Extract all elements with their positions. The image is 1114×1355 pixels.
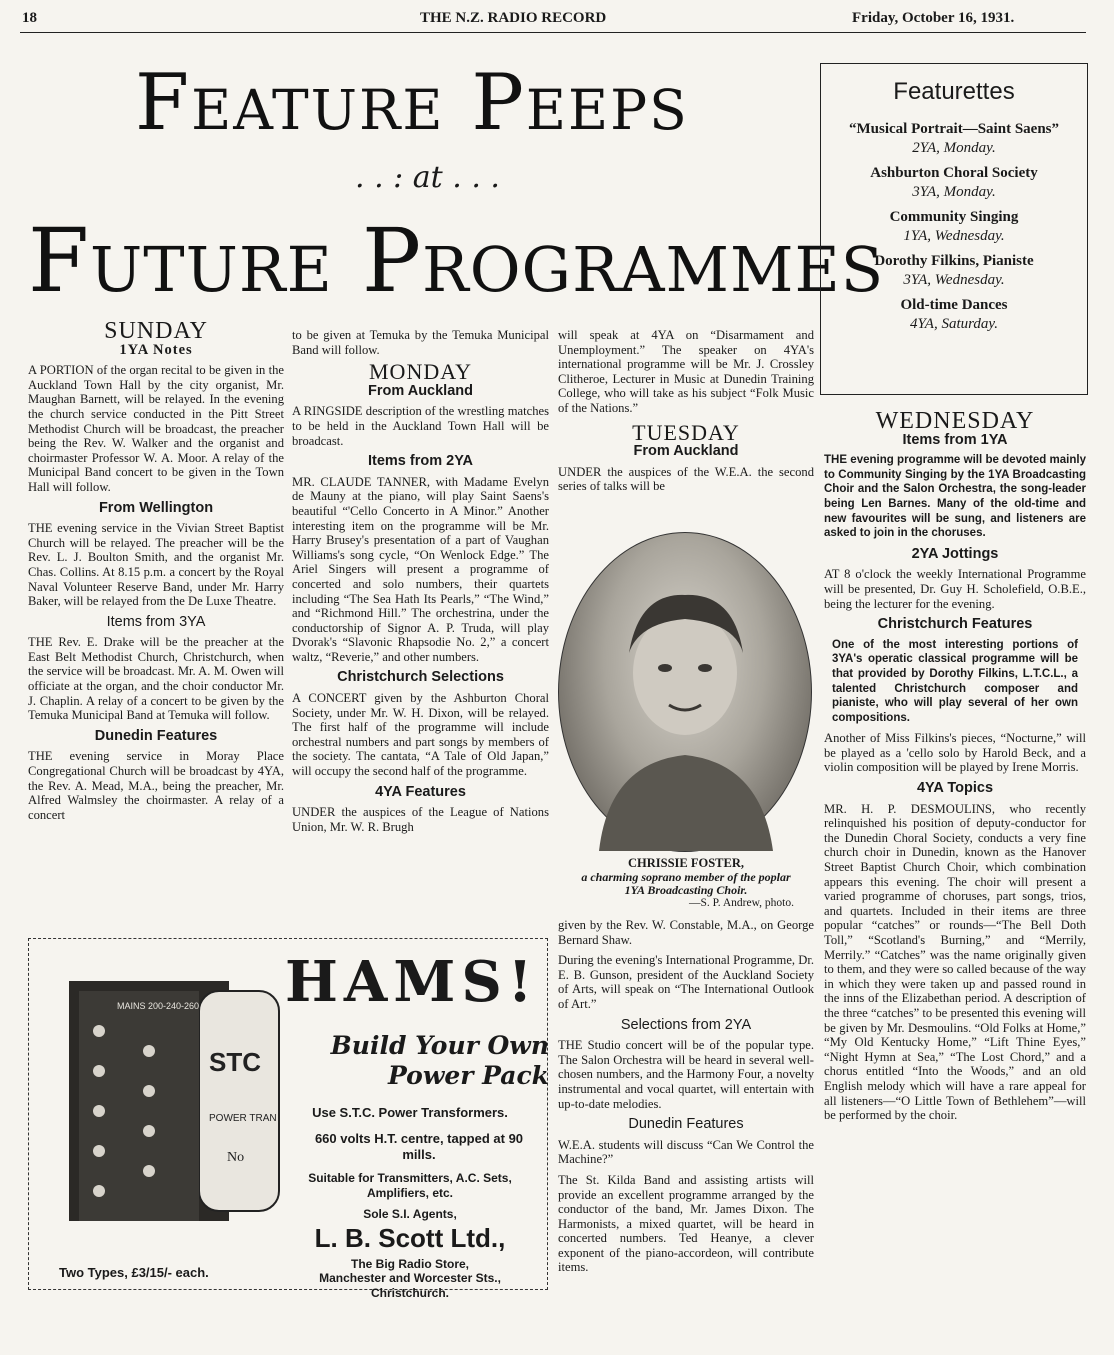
section-heading: Christchurch Selections — [337, 669, 504, 686]
featurette-station: 4YA, Saturday. — [910, 316, 998, 332]
photo-name: CHRISSIE FOSTER, — [627, 856, 744, 870]
article-text: THE Rev. E. Drake will be the preacher at the East Belt Methodist Church, Christchurch, when the service will be broadcast. Mr. A. M. Owen will officiate at the organ, and the choir conductor Mr. J. Chaplin. A relay of a concert to be given by the Temuka Municipal Band at Temuka will follow. — [28, 635, 284, 723]
section-heading: 4YA Topics — [916, 780, 994, 797]
section-heading: 4YA Features — [375, 783, 466, 800]
featurette-title: Dorothy Filkins, Pianiste — [874, 253, 1034, 269]
article-text: Another of Miss Filkins's pieces, “Nocturne,” will be played as a 'cello solo by Harold Beck, and a violin composition will be played by Irene Morris. — [824, 731, 1086, 775]
article-text: A PORTION of the organ recital to be given in the Auckland Town Hall by the city organist, Mr. Maughan Barnett, will be relayed. In the evening the church service conducted in the Pitt Street Methodist Church will be broadcast, the preacher being the Rev. W. Walker and the organist and choirmaster Professor W. A. Moor. A relay of the Municipal Band concert to be given in the Town Hall will follow. — [28, 363, 284, 494]
featurette-item — [821, 208, 1087, 246]
section-heading: 1YA Notes — [119, 341, 193, 358]
ad-price: Two Types, £3/15/- each. — [59, 1265, 209, 1280]
article-text: THE evening service in the Vivian Street Baptist Church will be relayed. The preacher will be the Rev. L. J. Boulton Smith, and the organist Mr. Chas. Collins. At 8.15 p.m. a concert by the Royal Naval Volunteer Reserve Band, under Mr. Harry Baker, will be relayed from the De Luxe Theatre. — [28, 521, 284, 609]
page-number: 18 — [22, 10, 37, 26]
day-heading-wednesday: WEDNESDAY — [875, 412, 1035, 434]
section-heading: Items from 3YA — [106, 613, 206, 630]
transformer-logo: STC — [209, 1047, 261, 1077]
ad-line: 660 volts H.T. centre, tapped at 90 mills. — [314, 1131, 524, 1162]
featurette-title: Community Singing — [889, 209, 1019, 225]
featurette-station: 3YA, Monday. — [912, 184, 996, 200]
article-text: THE evening programme will be devoted mainly to Community Singing by the 1YA Broadcasting Choir and the Salon Orchestra, the song-leader being Len Barnes. Many of the old-time and new favourites will be sung, and listeners are asked to join in the choruses. — [824, 454, 1086, 540]
ad-line: Suitable for Transmitters, A.C. Sets, Amplifiers, etc. — [308, 1171, 512, 1200]
ad-address: Manchester and Worcester Sts., — [319, 1271, 501, 1285]
article-text: UNDER the auspices of the W.E.A. the second series of talks will be — [558, 464, 814, 494]
article-text: MR. CLAUDE TANNER, with Madame Evelyn de Mauny at the piano, will play Saint Saens's beautiful “'Cello Concerto in A Minor.” Another interesting item on the programme will be Mr. Harry Brusey's presentation of a part of Vaughan Williams's song cycle, “On Wenlock Edge.” The Ariel Singers will present a programme of concerted and solo numbers, their quartets including “The Sea Hath Its Pearls,” “The Wind,” and “Richmond Hill.” The orchestrina, under the conductorship of Signor A. P. Truda, will play Dvorak's “Slavonic Rhapsodie No. 2,” a concert waltz, “Reverie,” and other numbers. — [292, 474, 549, 664]
article-text: During the evening's International Programme, Dr. E. B. Gunson, president of the Auckland Society of Arts, will speak on “The International Outlook of Art.” — [558, 953, 814, 1011]
ad-subheadline: Build Your Own — [330, 1031, 549, 1060]
article-text: given by the Rev. W. Constable, M.A., on George Bernard Shaw. — [558, 918, 814, 947]
featurette-title: Old-time Dances — [900, 297, 1008, 313]
ad-headline: HAMS! — [285, 949, 539, 1015]
day-heading-tuesday: TUESDAY — [632, 419, 740, 445]
title-line-2: . . : at . . . — [355, 160, 500, 195]
portrait-figure — [559, 533, 811, 851]
day-heading-monday: MONDAY — [369, 359, 472, 385]
issue-date: Friday, October 16, 1931. — [852, 10, 1015, 26]
section-heading: From Wellington — [98, 499, 214, 516]
transformer-label: POWER TRAN — [209, 1113, 277, 1124]
article-text: MR. H. P. DESMOULINS, who recently relinquished his position of deputy-conductor for the Dunedin Choral Society, conducts a very fine church choir in Dunedin, known as the Hanover Street Baptist Church Choir, which combination appears this evening. The choir will present a varied programme of choruses, part songs, trios, and quartets. Included in their items are three popular “catches” or rounds—“The Bell Doth Toll,” “Scotland's Burning,” and “Merrily, Merrily.” “Catches” was the name originally given to them, and they were so called because of the way in which they were taken up and passed round in the inns of the Elizabethan period. A description of the three “catches” to be presented this evening will be given by Mr. Desmoulins. “Old Folks at Home,” “My Old Kentucky Home,” “Lift Thine Eyes,” “Night Hymn at Sea,” “The Lost Chord,” and a chorus entitled “Into the Woods,” and an old English melody which will have a rare appeal for all listeners—“O Little Town of Bethlehem”—will be performed by the choir. — [824, 801, 1086, 1123]
featurette-station: 1YA, Wednesday. — [903, 228, 1005, 244]
ad-store: The Big Radio Store, — [350, 1257, 469, 1271]
ad-subheadline: Power Pack — [388, 1061, 549, 1090]
ad-line: Use S.T.C. Power Transformers. — [312, 1105, 508, 1120]
article-text: W.E.A. students will discuss “Can We Control the Machine?” — [558, 1137, 814, 1167]
photo-caption-block — [558, 856, 814, 909]
transformer-label: No — [227, 1150, 245, 1165]
publication-name: THE N.Z. RADIO RECORD — [420, 10, 607, 26]
column-tuesday-top — [558, 328, 814, 528]
featurettes-heading: Featurettes — [893, 78, 1015, 105]
article-text: to be given at Temuka by the Temuka Municipal Band will follow. — [292, 328, 549, 357]
column-tuesday-bottom — [558, 918, 814, 1298]
featurettes-box — [820, 63, 1088, 395]
section-heading: Dunedin Features — [94, 727, 218, 744]
section-heading: 2YA Jottings — [911, 545, 999, 562]
featurette-station: 3YA, Wednesday. — [903, 272, 1005, 288]
section-heading: Items from 2YA — [367, 453, 474, 470]
section-heading: From Auckland — [367, 382, 473, 399]
article-text: The St. Kilda Band and assisting artists will provide an excellent programme arranged by the conductor of the band, Mr. James Dixon. The Harmonists, a mixed quartet, will be heard in concerted numbers. Ted Heanye, a clever exponent of the piano-accordeon, will contribute items. — [558, 1172, 814, 1275]
article-text: A CONCERT given by the Ashburton Choral Society, under Mr. W. H. Dixon, will be relayed. The first half of the programme will include orchestral numbers and part songs by members of the society. The cantata, “A Tale of Old Japan,” will occupy the second half of the programme. — [292, 691, 549, 779]
article-text: AT 8 o'clock the weekly International Programme will be presented, Dr. Guy H. Scholefield, O.B.E., being the lecturer for the evening. — [824, 567, 1086, 611]
featurette-station: 2YA, Monday. — [912, 140, 996, 156]
featurette-item — [821, 164, 1087, 202]
ad-agents: Sole S.I. Agents, — [363, 1207, 457, 1221]
ad-company: L. B. Scott Ltd., — [314, 1223, 506, 1253]
article-text: THE evening service in Moray Place Congregational Church will be broadcast by 4YA, the Rev. A. Mead, M.A., being the preacher, Mr. Alfred Walmsley the choirmaster. A relay of a concert — [28, 749, 284, 822]
featurette-title: Ashburton Choral Society — [870, 165, 1038, 181]
featurette-item — [821, 252, 1087, 290]
title-line-1: Feature Peeps — [135, 58, 689, 148]
featurette-item — [821, 120, 1087, 158]
day-heading-sunday: SUNDAY — [104, 322, 208, 344]
article-text: THE Studio concert will be of the popular type. The Salon Orchestra will be heard in several well-chosen numbers, and the Harmony Four, a novelty instrumental and vocal quartet, will entertain with up-to-date melodies. — [558, 1038, 814, 1111]
section-heading: Christchurch Features — [877, 616, 1033, 633]
transformer-icon — [49, 961, 289, 1261]
header-rule — [20, 32, 1086, 33]
article-text: A RINGSIDE description of the wrestling matches to be held in the Auckland Town Hall will be broadcast. — [292, 404, 549, 448]
photo-credit: —S. P. Andrew, photo. — [689, 897, 794, 909]
section-heading: Items from 1YA — [902, 431, 1008, 448]
section-heading: From Auckland — [633, 443, 739, 460]
title-line-3: Future Programmes — [28, 209, 885, 312]
article-text: UNDER the auspices of the League of Nations Union, Mr. W. R. Brugh — [292, 805, 549, 834]
section-heading: Selections from 2YA — [620, 1016, 752, 1033]
transformer-label: MAINS 200-240-260 — [117, 1001, 200, 1011]
photo-caption: a charming soprano member of the poplar 1YA Broadcasting Choir. — [581, 870, 791, 897]
featurette-item — [821, 296, 1087, 334]
section-heading: Dunedin Features — [628, 1116, 744, 1133]
column-sunday — [28, 322, 284, 934]
article-text: One of the most interesting portions of 3YA's operatic classical programme will be that provided by Dorothy Filkins, L.T.C.L., a talented Christchurch composer and pianiste, who will play several of her own compositions. — [832, 638, 1078, 724]
ad-city: Christchurch. — [370, 1286, 449, 1300]
column-monday — [292, 328, 549, 932]
featurette-title: “Musical Portrait—Saint Saens” — [849, 121, 1059, 137]
column-wednesday — [824, 412, 1086, 1300]
article-text: will speak at 4YA on “Disarmament and Unemployment.” The speaker on 4YA's international programme will be Mr. J. Crossley Clitheroe, Lecturer in Music at Dunedin Training College, who will take as his subject “Folk Music of the Nations.” — [558, 328, 814, 415]
advertisement-box — [28, 938, 548, 1290]
portrait-photo — [558, 532, 812, 852]
